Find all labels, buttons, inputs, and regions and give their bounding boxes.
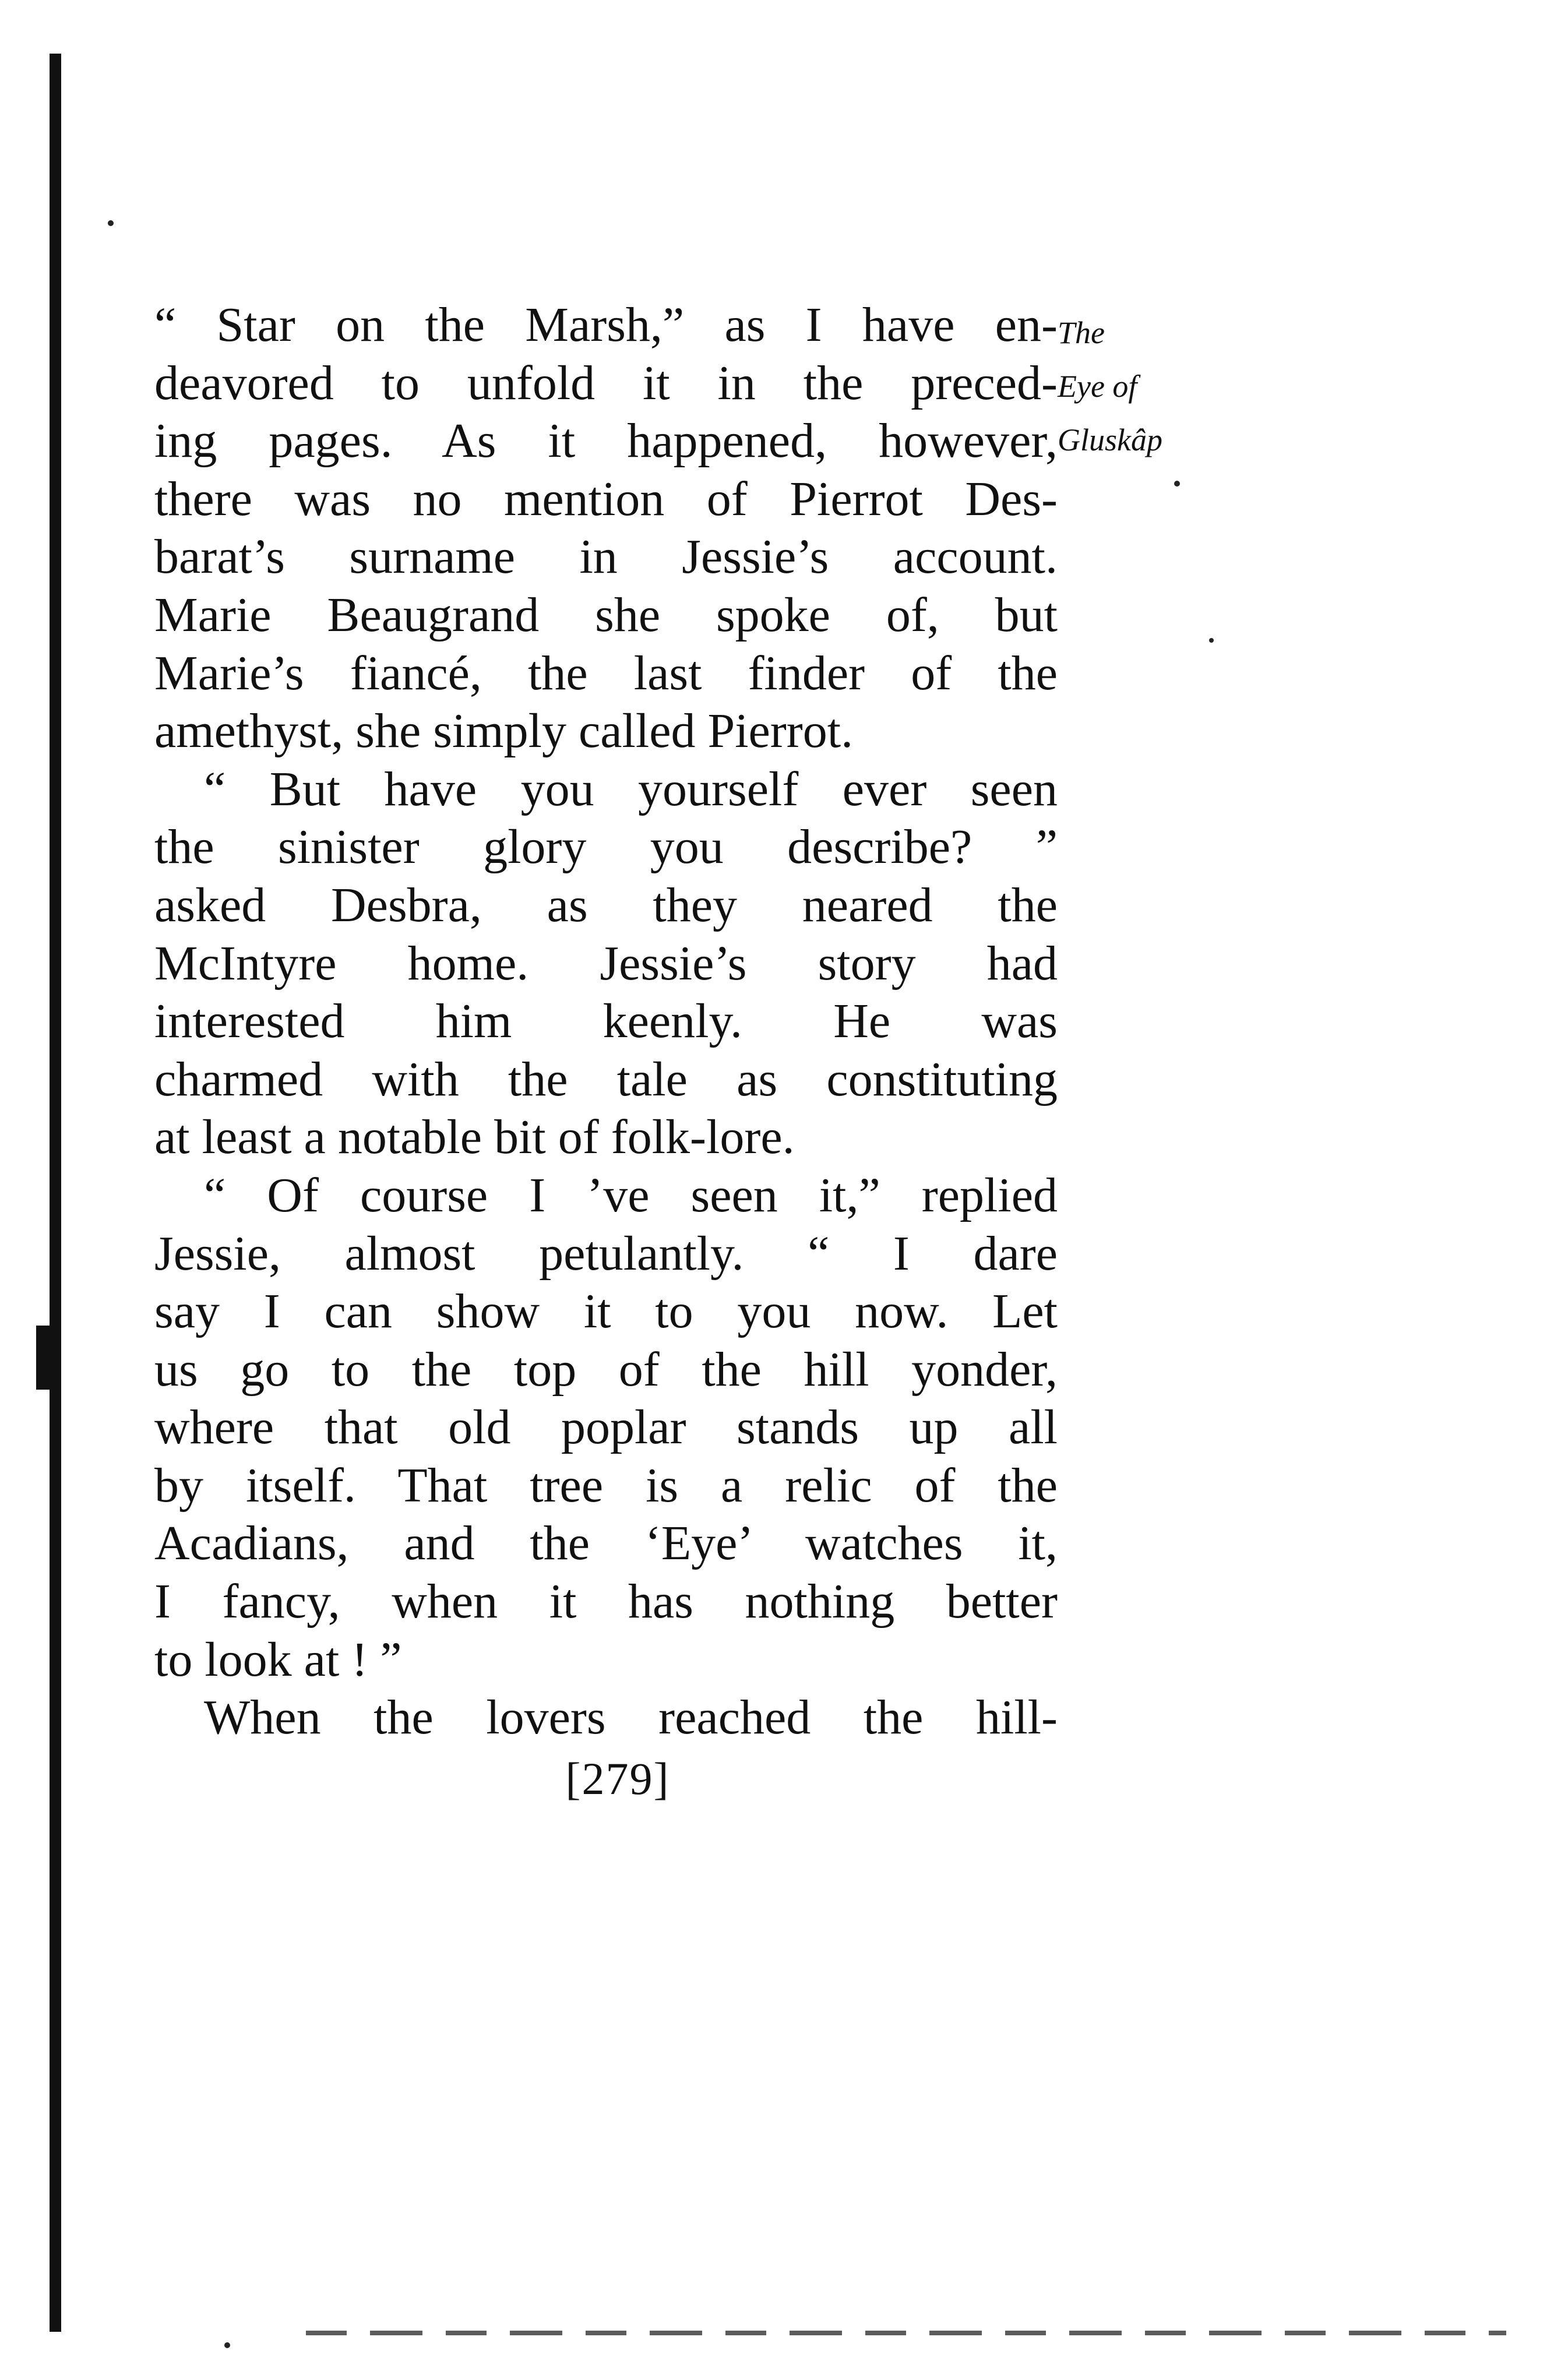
text-line: deavored to unfold it in the preced-: [154, 355, 1058, 410]
text-line: us go to the top of the hill yonder,: [154, 1342, 1058, 1397]
margin-note-line: The: [1058, 315, 1105, 350]
page-number: [279]: [565, 1753, 670, 1804]
text-line: When the lovers reached the hill-: [204, 1690, 1058, 1745]
text-line: McIntyre home. Jessie’s story had: [154, 936, 1058, 991]
text-line: asked Desbra, as they neared the: [154, 877, 1058, 932]
text-line: “ But have you yourself ever seen: [204, 762, 1058, 816]
text-line: amethyst, she simply called Pierrot.: [154, 704, 854, 759]
text-line: Acadians, and the ‘Eye’ watches it,: [154, 1516, 1058, 1571]
text-line: Marie Beaugrand she spoke of, but: [154, 587, 1058, 642]
text-line: “ Of course I ’ve seen it,” replied: [204, 1168, 1058, 1222]
margin-note: [1058, 306, 1192, 467]
text-line: the sinister glory you describe? ”: [154, 820, 1058, 875]
text-line: to look at ! ”: [154, 1632, 402, 1687]
text-line: charmed with the tale as constituting: [154, 1052, 1058, 1106]
scan-artifact-line: [306, 2331, 1506, 2335]
text-line: interested him keenly. He was: [154, 994, 1058, 1049]
text-line: at least a notable bit of folk-lore.: [154, 1110, 795, 1165]
text-line: Marie’s fiancé, the last finder of the: [154, 646, 1058, 700]
text-line: by itself. That tree is a relic of the: [154, 1458, 1058, 1513]
text-line: where that old poplar stands up all: [154, 1400, 1058, 1455]
scan-speck: [108, 220, 114, 226]
scan-speck: [1209, 638, 1214, 643]
text-line: ing pages. As it happened, however,: [154, 414, 1058, 468]
page-edge-bar: [50, 54, 61, 2332]
text-line: there was no mention of Pierrot Des-: [154, 471, 1058, 526]
body-text: [154, 296, 1058, 1747]
scan-speck: [224, 2342, 230, 2348]
text-line: “ Star on the Marsh,” as I have en-: [154, 298, 1058, 352]
margin-note-line: Gluskâp: [1058, 422, 1162, 457]
text-line: Jessie, almost petulantly. “ I dare: [154, 1226, 1058, 1281]
margin-note-line: Eye of: [1058, 369, 1137, 404]
text-line: say I can show it to you now. Let: [154, 1284, 1058, 1339]
page-edge-notch: [36, 1326, 52, 1390]
text-line: I fancy, when it has nothing better: [154, 1574, 1058, 1629]
scan-speck: [1174, 481, 1180, 487]
text-line: barat’s surname in Jessie’s account.: [154, 530, 1058, 584]
